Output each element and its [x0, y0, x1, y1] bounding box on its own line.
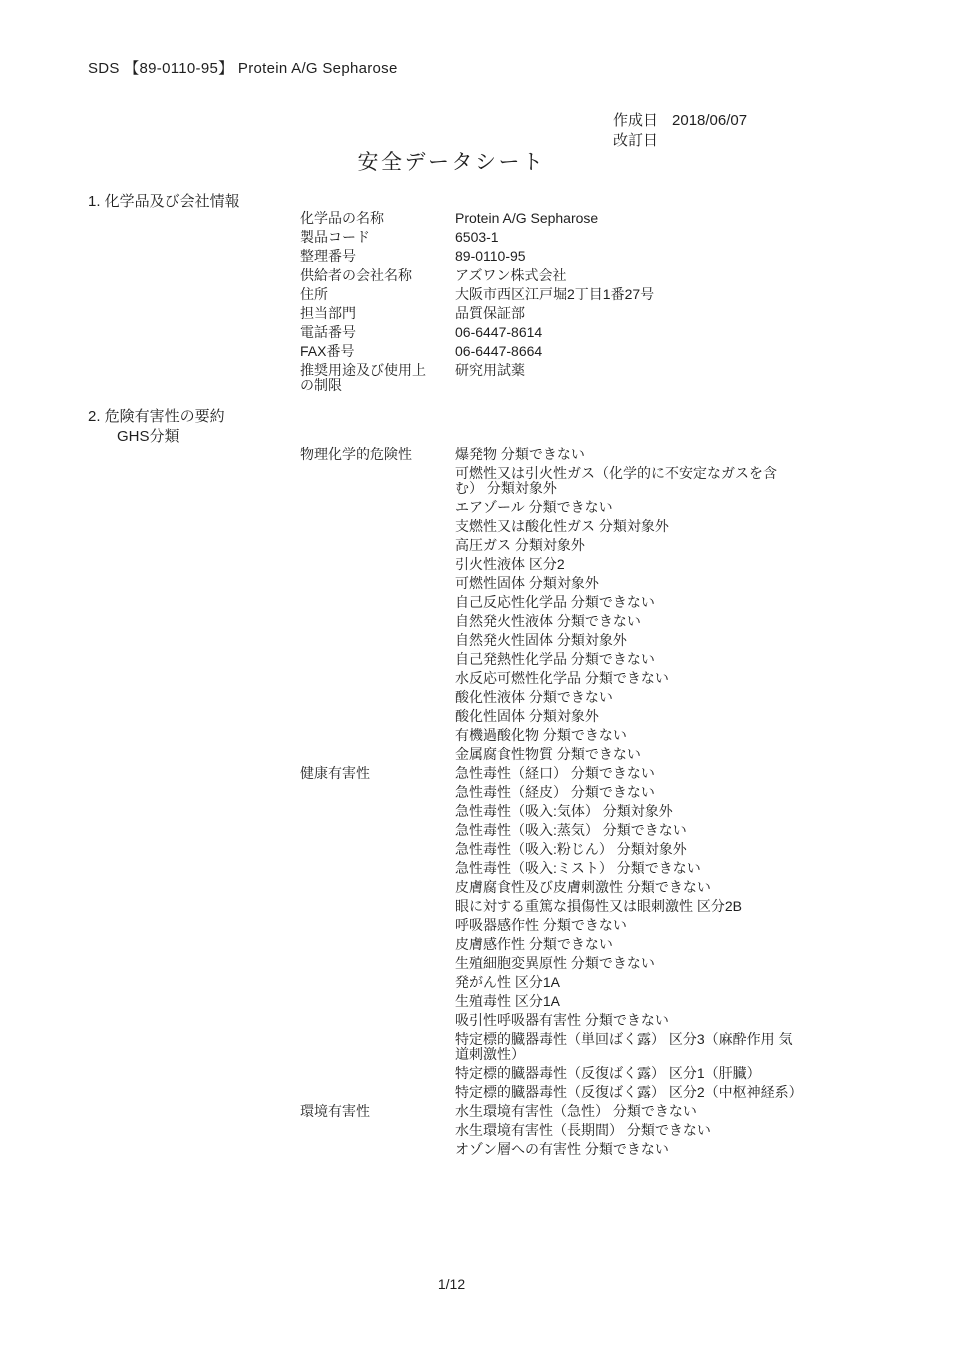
page-title: 安全データシート: [357, 151, 546, 174]
ghs-item: 特定標的臓器毒性（反復ばく露） 区分2（中枢神経系）: [455, 1084, 803, 1100]
info-row-value: 品質保証部: [455, 305, 525, 321]
ghs-item: 可燃性又は引火性ガス（化学的に不安定なガスを含む） 分類対象外: [455, 465, 777, 496]
ghs-item: 急性毒性（経口） 分類できない: [455, 765, 655, 781]
created-date-row: [613, 111, 747, 131]
info-row-label: 推奨用途及び使用上の制限: [300, 362, 426, 393]
section2-heading: 2. 危険有害性の要約: [88, 408, 225, 425]
info-row: [300, 325, 654, 340]
page-number: 1/12: [437, 1276, 466, 1292]
ghs-item: 生殖毒性 区分1A: [455, 993, 561, 1009]
info-row: [300, 211, 654, 226]
ghs-item: 急性毒性（吸入:気体） 分類対象外: [455, 803, 673, 819]
ghs-item: 皮膚腐食性及び皮膚刺激性 分類できない: [455, 879, 711, 895]
info-row: [300, 287, 654, 302]
ghs-group: [300, 447, 800, 766]
ghs-item: 水生環境有害性（長期間） 分類できない: [455, 1122, 711, 1138]
ghs-item: 皮膚感作性 分類できない: [455, 936, 613, 952]
info-row-label: 担当部門: [300, 305, 356, 321]
info-row-label: 供給者の会社名称: [300, 267, 412, 283]
ghs-item: 急性毒性（吸入:ミスト） 分類できない: [455, 860, 701, 876]
ghs-item: 自然発火性固体 分類対象外: [455, 632, 627, 648]
info-row-value: 研究用試薬: [455, 362, 525, 378]
ghs-item: 引火性液体 区分2: [455, 556, 565, 572]
ghs-items-list: [455, 1104, 800, 1161]
info-row-label: 電話番号: [300, 324, 356, 340]
ghs-item: 急性毒性（吸入:蒸気） 分類できない: [455, 822, 687, 838]
ghs-items-list: [455, 447, 800, 766]
info-row: [300, 268, 654, 283]
ghs-item: 酸化性固体 分類対象外: [455, 708, 599, 724]
info-row-label: 整理番号: [300, 248, 356, 264]
ghs-item: 急性毒性（経皮） 分類できない: [455, 784, 655, 800]
info-row-value: 06-6447-8664: [455, 343, 543, 359]
info-row-value: 89-0110-95: [455, 248, 526, 264]
info-row: [300, 344, 654, 359]
ghs-item: エアゾール 分類できない: [455, 499, 613, 515]
ghs-group-label: 物理化学的危険性: [300, 446, 412, 462]
ghs-item: 吸引性呼吸器有害性 分類できない: [455, 1012, 669, 1028]
info-row-label: 製品コード: [300, 229, 370, 245]
ghs-item: 急性毒性（吸入:粉じん） 分類対象外: [455, 841, 687, 857]
ghs-group: [300, 1104, 800, 1161]
ghs-group-label: 健康有害性: [300, 765, 370, 781]
ghs-items-list: [455, 765, 803, 1104]
revised-date-label: 改訂日: [613, 132, 659, 149]
ghs-item: 高圧ガス 分類対象外: [455, 537, 585, 553]
date-block: [613, 111, 747, 151]
created-date-value: 2018/06/07: [672, 112, 748, 129]
ghs-item: 発がん性 区分1A: [455, 974, 561, 990]
ghs-item: 自己発熱性化学品 分類できない: [455, 651, 655, 667]
ghs-item: 水反応可燃性化学品 分類できない: [455, 670, 669, 686]
info-row-value: 大阪市西区江戸堀2丁目1番27号: [455, 286, 655, 302]
company-info-table: [300, 211, 654, 397]
ghs-item: オゾン層への有害性 分類できない: [455, 1141, 669, 1157]
ghs-classification-table: [300, 446, 803, 1161]
ghs-group-label: 環境有害性: [300, 1103, 370, 1119]
ghs-item: 特定標的臓器毒性（反復ばく露） 区分1（肝臓）: [455, 1065, 761, 1081]
section1-heading: 1. 化学品及び会社情報: [88, 193, 240, 210]
info-row-label: 住所: [300, 286, 328, 302]
ghs-item: 有機過酸化物 分類できない: [455, 727, 627, 743]
info-row: [300, 249, 654, 264]
ghs-item: 生殖細胞変異原性 分類できない: [455, 955, 655, 971]
ghs-item: 水生環境有害性（急性） 分類できない: [455, 1103, 697, 1119]
info-row-value: 06-6447-8614: [455, 324, 543, 340]
info-row: [300, 363, 654, 393]
ghs-item: 酸化性液体 分類できない: [455, 689, 613, 705]
info-row: [300, 306, 654, 321]
ghs-item: 金属腐食性物質 分類できない: [455, 746, 641, 762]
info-row-value: Protein A/G Sepharose: [455, 210, 599, 226]
ghs-subheading: GHS分類: [117, 428, 180, 445]
ghs-group: [300, 765, 803, 1104]
info-row-label: FAX番号: [300, 343, 355, 359]
ghs-item: 自然発火性液体 分類できない: [455, 613, 641, 629]
info-row-value: アズワン株式会社: [455, 267, 567, 283]
ghs-item: 特定標的臓器毒性（単回ばく露） 区分3（麻酔作用 気道刺激性）: [455, 1031, 793, 1062]
ghs-item: 支燃性又は酸化性ガス 分類対象外: [455, 518, 669, 534]
created-date-label: 作成日: [613, 112, 659, 129]
ghs-item: 可燃性固体 分類対象外: [455, 575, 599, 591]
ghs-item: 爆発物 分類できない: [455, 446, 585, 462]
info-row-label: 化学品の名称: [300, 210, 384, 226]
ghs-item: 自己反応性化学品 分類できない: [455, 594, 655, 610]
info-row-value: 6503-1: [455, 229, 499, 245]
info-row: [300, 230, 654, 245]
ghs-item: 呼吸器感作性 分類できない: [455, 917, 627, 933]
document-header: SDS 【89-0110-95】 Protein A/G Sepharose: [88, 60, 398, 77]
ghs-item: 眼に対する重篤な損傷性又は眼刺激性 区分2B: [455, 898, 743, 914]
